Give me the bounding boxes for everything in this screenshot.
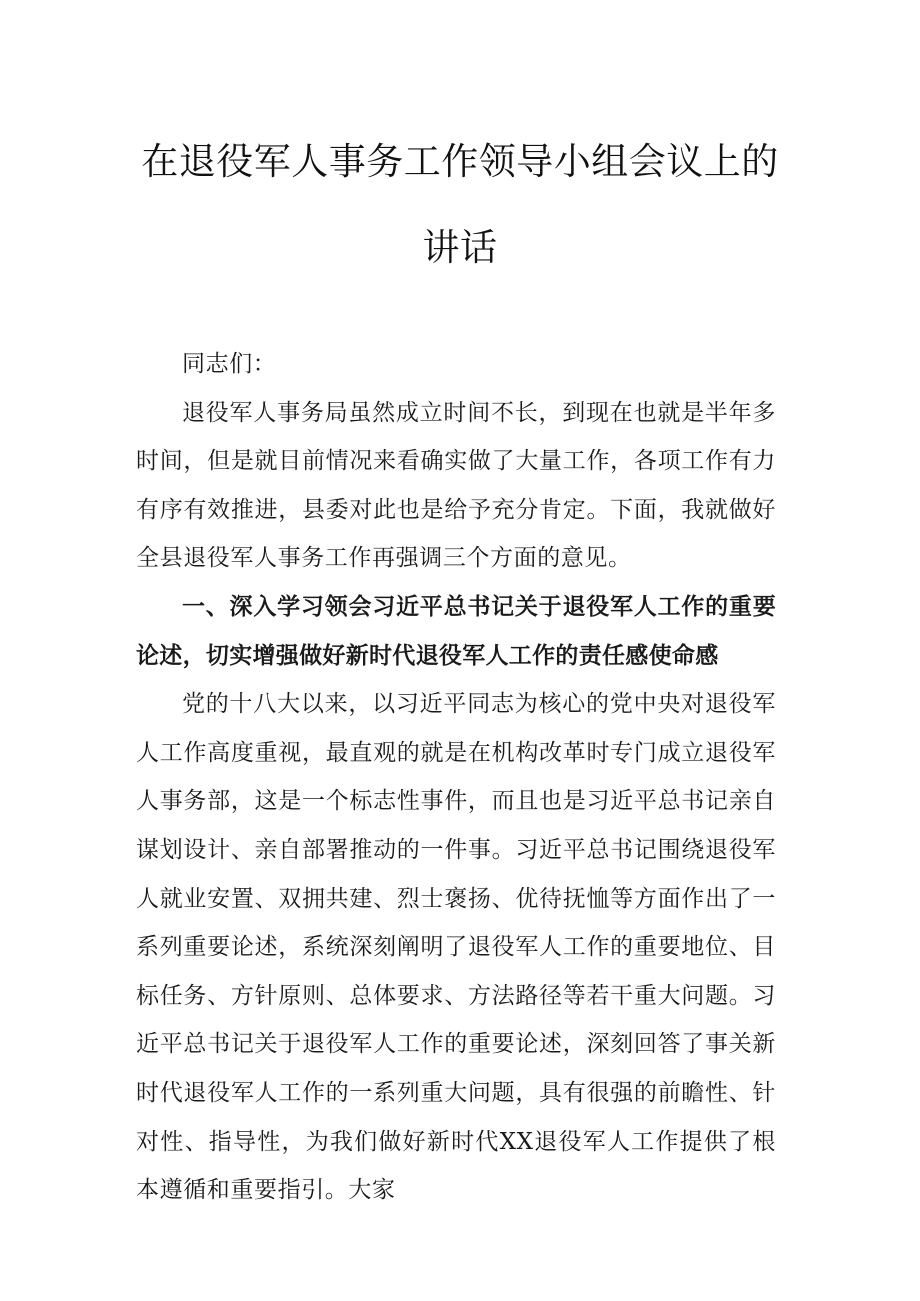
intro-paragraph: 退役军人事务局虽然成立时间不长，到现在也就是半年多时间，但是就目前情况来看确实做了大量工作，各项工作有力有序有效推进，县委对此也是给予充分肯定。下面，我就做好全县退役军人事务工作再强调三个方面的意见。 [136, 399, 776, 572]
section-1-heading: 一、深入学习领会习近平总书记关于退役军人工作的重要论述，切实增强做好新时代退役军人工作的责任感使命感 [136, 593, 776, 669]
salutation: 同志们： [182, 351, 277, 377]
document-body [136, 340, 776, 1215]
section-1-paragraph: 党的十八大以来，以习近平同志为核心的党中央对退役军人工作高度重视，最直观的就是在机构改革时专门成立退役军人事务部，这是一个标志性事件，而且也是习近平总书记亲自谋划设计、亲自部署推动的一件事。习近平总书记围绕退役军人就业安置、双拥共建、烈士褒扬、优待抚恤等方面作出了一系列重要论述，系统深刻阐明了退役军人工作的重要地位、目标任务、方针原则、总体要求、方法路径等若干重大问题。习近平总书记关于退役军人工作的重要论述，深刻回答了事关新时代退役军人工作的一系列重大问题，具有很强的前瞻性、针对性、指导性，为我们做好新时代XX退役军人工作提供了根本遵循和重要指引。大家 [136, 691, 776, 1204]
document-title-line-1: 在退役军人事务工作领导小组会议上的 [141, 140, 779, 183]
document-title-line-2: 讲话 [422, 226, 498, 269]
